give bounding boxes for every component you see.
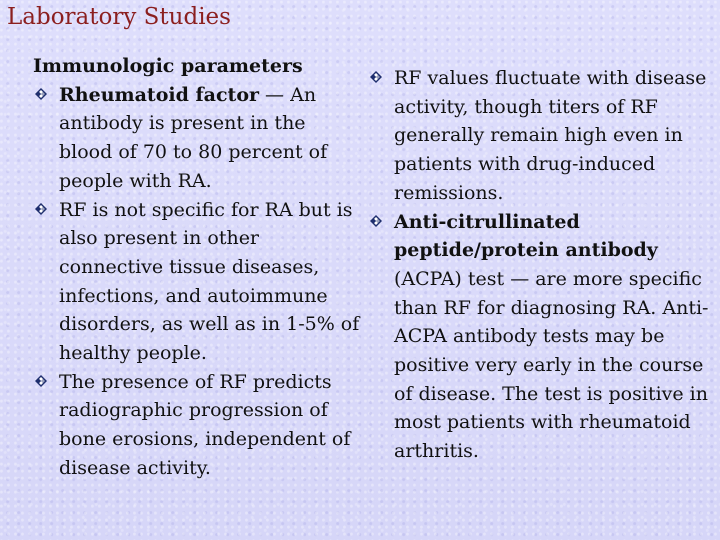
list-item [368, 208, 714, 466]
diamond-bullet-icon [370, 71, 382, 83]
item-text: RF is not specific for RA but is also present in other connective tissue diseases, infections, and autoimmune disorders, as well as in 1-5% of healthy people. [59, 198, 360, 365]
list-item [368, 64, 714, 208]
item-text: (ACPA) test — are more specific than RF for diagnosing RA. Anti-ACPA antibody tests may be positive very early in the course of disease. The test is positive in most patients with rheumatoid arthritis. [394, 267, 709, 463]
right-bullet-list [368, 64, 714, 466]
left-column [33, 52, 363, 483]
slide-title: Laboratory Studies [7, 4, 231, 30]
list-item [33, 368, 363, 483]
item-text: — An antibody is present in the blood of 70 to 80 percent of people with RA. [59, 83, 328, 192]
diamond-bullet-icon [35, 203, 47, 215]
item-bold-text: Rheumatoid factor [59, 83, 260, 106]
item-text: RF values fluctuate with disease activity, though titers of RF generally remain high even in patients with drug-induced remissions. [394, 67, 707, 204]
left-bullet-list [33, 81, 363, 483]
diamond-bullet-icon [370, 215, 382, 227]
diamond-bullet-icon [35, 88, 47, 100]
list-item [33, 196, 363, 368]
section-heading: Immunologic parameters [33, 55, 303, 77]
diamond-bullet-icon [35, 375, 47, 387]
item-text: The presence of RF predicts radiographic progression of bone erosions, independent of disease activity. [59, 370, 351, 479]
item-bold-text: Anti-citrullinated peptide/protein antibody [394, 210, 658, 262]
list-item [33, 81, 363, 196]
right-column [368, 64, 714, 466]
